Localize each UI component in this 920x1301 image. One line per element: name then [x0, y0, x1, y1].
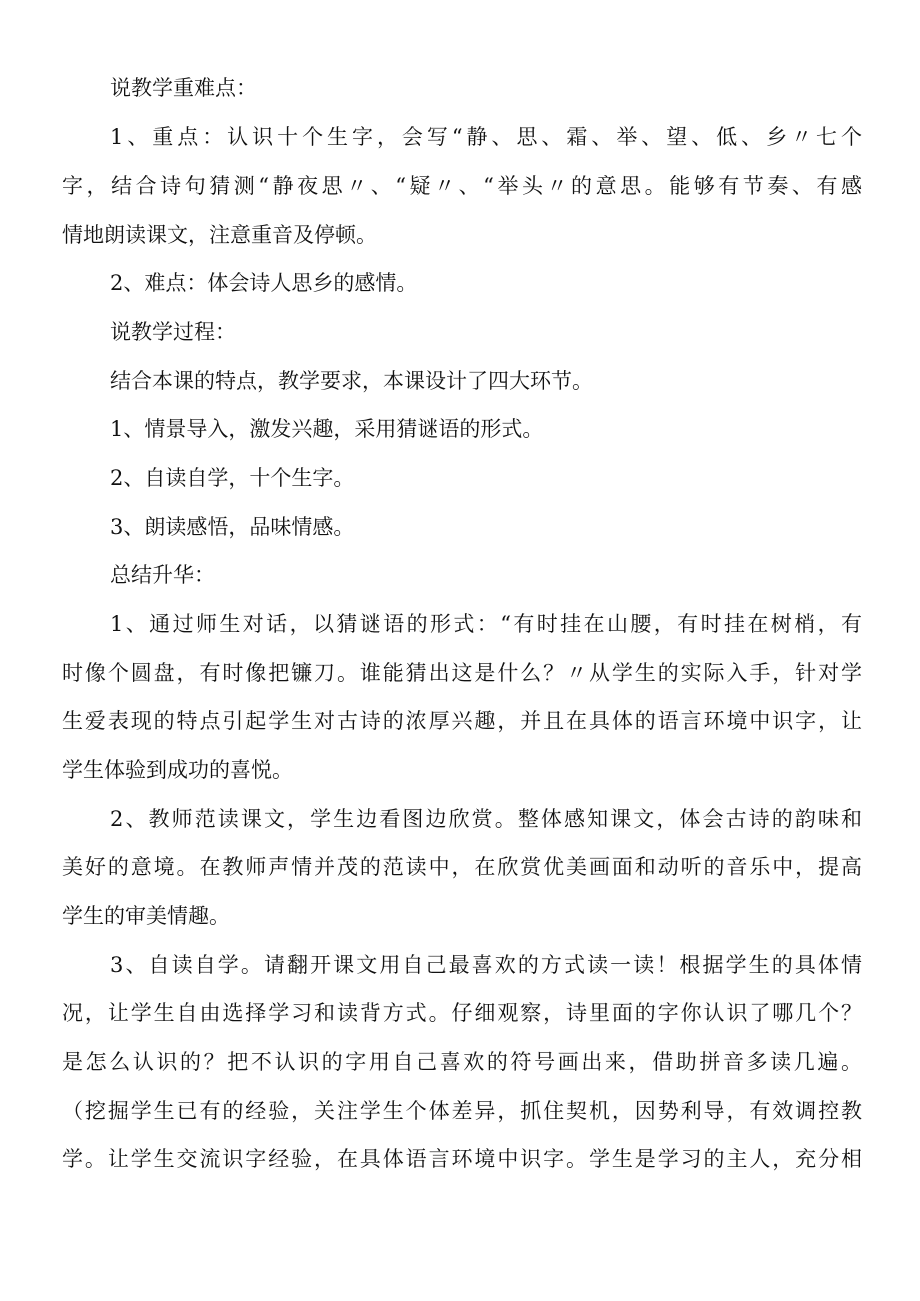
paragraph-line: （挖掘学生已有的经验，关注学生个体差异，抓住契机，因势利导，有效调控教	[62, 1099, 862, 1123]
paragraph-line: 3、自读自学。请翻开课文用自己最喜欢的方式读一读！根据学生的具体情	[110, 953, 862, 977]
paragraph-line: 美好的意境。在教师声情并茂的范读中，在欣赏优美画面和动听的音乐中，提高	[62, 855, 862, 879]
paragraph-line: 生爱表现的特点引起学生对古诗的浓厚兴趣，并且在具体的语言环境中识字，让	[62, 709, 862, 733]
paragraph-line: 学生的审美情趣。	[62, 904, 230, 928]
paragraph-line: 情地朗读课文，注意重音及停顿。	[62, 223, 377, 247]
paragraph-line: 2、教师范读课文，学生边看图边欣赏。整体感知课文，体会古诗的韵味和	[110, 807, 862, 831]
paragraph-line: 1、重点：认识十个生字，会写“静、思、霜、举、望、低、乡〃七个	[110, 125, 862, 149]
paragraph-line: 学。让学生交流识字经验，在具体语言环境中识字。学生是学习的主人，充分相	[62, 1147, 862, 1171]
heading-summary: 总结升华：	[110, 563, 215, 587]
paragraph-line: 1、情景导入，激发兴趣，采用猜谜语的形式。	[110, 417, 544, 441]
paragraph-line: 结合本课的特点，教学要求，本课设计了四大环节。	[110, 369, 593, 393]
paragraph-line: 是怎么认识的？把不认识的字用自己喜欢的符号画出来，借助拼音多读几遍。	[62, 1050, 862, 1074]
paragraph-line: 学生体验到成功的喜悦。	[62, 758, 293, 782]
paragraph-line: 1、通过师生对话，以猜谜语的形式：“有时挂在山腰，有时挂在树梢，有	[110, 612, 862, 636]
heading-teaching-focus: 说教学重难点：	[110, 76, 257, 100]
paragraph-line: 字，结合诗句猜测“静夜思〃、“疑〃、“举头〃的意思。能够有节奏、有感	[62, 174, 862, 198]
paragraph-line: 况，让学生自由选择学习和读背方式。仔细观察，诗里面的字你认识了哪几个？	[62, 1001, 862, 1025]
heading-teaching-process: 说教学过程：	[110, 320, 236, 344]
paragraph-line: 2、自读自学，十个生字。	[110, 466, 355, 490]
paragraph-line: 2、难点：体会诗人思乡的感情。	[110, 271, 418, 295]
paragraph-line: 3、朗读感悟，品味情感。	[110, 515, 355, 539]
paragraph-line: 时像个圆盘，有时像把镰刀。谁能猜出这是什么？〃从学生的实际入手，针对学	[62, 661, 862, 685]
